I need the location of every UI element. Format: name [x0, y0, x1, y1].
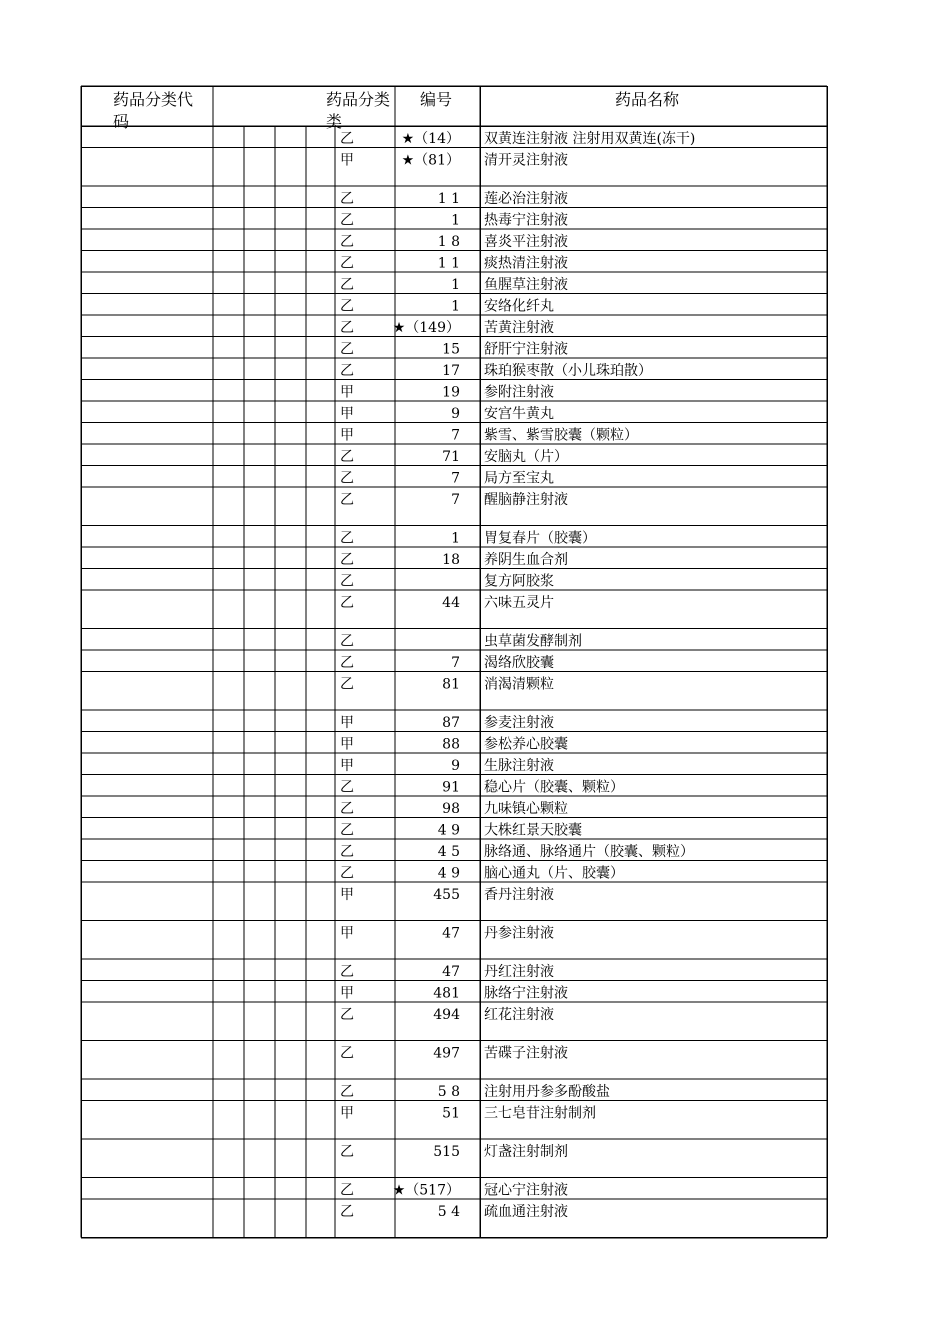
- row-number: ★（81）: [401, 152, 460, 169]
- row-grade: 乙: [340, 1007, 354, 1023]
- row-drug-name: 醒脑静注射液: [484, 492, 568, 508]
- row-drug-name: 消渴清颗粒: [484, 676, 554, 693]
- row-number: ★（14）: [401, 131, 460, 147]
- row-drug-name: 局方至宝丸: [484, 470, 554, 487]
- table-row: [340, 925, 554, 942]
- table-row: [340, 130, 695, 147]
- row-drug-name: 疏血通注射液: [484, 1204, 568, 1220]
- row-drug-name: 稳心片（胶囊、颗粒）: [484, 779, 624, 796]
- row-number: 47: [442, 964, 460, 980]
- row-grade: 乙: [340, 801, 354, 817]
- row-number: 4 5: [437, 844, 460, 860]
- row-number: 88: [442, 736, 460, 753]
- table-row: [340, 362, 652, 379]
- row-drug-name: 香丹注射液: [484, 887, 554, 903]
- table-row: [340, 654, 554, 671]
- row-drug-name: 红花注射液: [484, 1007, 554, 1023]
- row-grade: 甲: [340, 406, 354, 422]
- row-drug-name: 莲必治注射液: [484, 191, 568, 207]
- row-number: 9: [451, 406, 460, 422]
- row-grade: 甲: [340, 427, 354, 444]
- row-number: 7: [451, 427, 460, 444]
- table-row: [340, 405, 554, 422]
- row-drug-name: 舒肝宁注射液: [484, 341, 568, 358]
- table-row: [340, 190, 568, 207]
- row-number: 7: [451, 492, 460, 508]
- row-grade: 乙: [340, 822, 354, 839]
- row-number: 1: [451, 277, 460, 293]
- row-number: 481: [433, 985, 460, 1002]
- table-row: [340, 714, 554, 731]
- table-row: [340, 530, 596, 547]
- row-grade: 甲: [340, 985, 354, 1002]
- row-drug-name: 珠珀猴枣散（小儿珠珀散）: [484, 363, 652, 379]
- table-row: [340, 963, 554, 980]
- row-number: 17: [442, 363, 460, 379]
- table-row: [340, 233, 568, 250]
- row-grade: 甲: [340, 758, 354, 774]
- row-drug-name: 热毒宁注射液: [484, 212, 568, 229]
- table-row: [340, 427, 638, 444]
- row-number: 4 9: [437, 822, 460, 839]
- table-header: [113, 90, 680, 131]
- row-drug-name: 喜炎平注射液: [484, 234, 568, 250]
- table-row: [340, 1006, 554, 1023]
- row-grade: 乙: [340, 191, 354, 207]
- row-number: 87: [442, 715, 460, 731]
- row-drug-name: 痰热清注射液: [484, 255, 568, 272]
- table-row: [340, 985, 568, 1002]
- row-number: 497: [433, 1045, 460, 1062]
- table-row: [340, 319, 554, 336]
- row-drug-name: 脑心通丸（片、胶囊）: [484, 865, 624, 882]
- row-number: 455: [433, 887, 460, 903]
- row-grade: 乙: [340, 341, 354, 358]
- row-number: 1 1: [437, 191, 460, 207]
- row-grade: 乙: [340, 131, 354, 147]
- table-row: [340, 757, 554, 774]
- table-row: [340, 255, 568, 272]
- row-number: 47: [442, 925, 460, 942]
- row-drug-name: 虫草菌发酵制剂: [484, 633, 582, 650]
- row-number: 5 4: [437, 1204, 460, 1220]
- row-drug-name: 安脑丸（片）: [484, 449, 568, 465]
- row-drug-name: 丹红注射液: [484, 964, 554, 980]
- table-row: [340, 448, 568, 465]
- table-row: [340, 822, 582, 839]
- header-code-line2: 码: [113, 112, 130, 131]
- row-drug-name: 胃复春片（胶囊）: [484, 530, 596, 547]
- row-grade: 乙: [340, 234, 354, 250]
- row-drug-name: 参麦注射液: [484, 715, 554, 731]
- header-category-line1: 药品分类: [326, 90, 391, 109]
- row-grade: 乙: [340, 1144, 354, 1160]
- row-number: 81: [442, 676, 460, 693]
- table-row: [340, 800, 568, 817]
- row-drug-name: 丹参注射液: [484, 925, 554, 942]
- row-number: 4 9: [437, 865, 460, 882]
- table-row: [340, 1143, 568, 1160]
- row-number: 494: [433, 1007, 460, 1023]
- row-grade: 乙: [340, 277, 354, 293]
- row-grade: 甲: [340, 715, 354, 731]
- row-drug-name: 大株红景天胶囊: [484, 822, 582, 839]
- row-number: 1 1: [437, 255, 460, 272]
- row-drug-name: 参松养心胶囊: [484, 736, 568, 753]
- row-grade: 乙: [340, 212, 354, 229]
- row-drug-name: 鱼腥草注射液: [484, 277, 568, 293]
- row-number: 18: [442, 552, 460, 568]
- row-grade: 乙: [340, 492, 354, 508]
- table-row: [340, 886, 554, 903]
- table-row: [340, 843, 694, 860]
- table-row: [340, 779, 624, 796]
- table-row: [340, 491, 568, 508]
- row-grade: 乙: [340, 255, 354, 272]
- row-grade: 乙: [340, 779, 354, 796]
- row-drug-name: 脉络宁注射液: [484, 985, 568, 1002]
- row-drug-name: 苦黄注射液: [484, 320, 554, 336]
- row-grade: 乙: [340, 964, 354, 980]
- row-number: 1: [451, 298, 460, 315]
- table-row: [340, 384, 554, 401]
- row-grade: 甲: [340, 736, 354, 753]
- row-drug-name: 灯盏注射制剂: [484, 1144, 568, 1160]
- row-grade: 甲: [340, 1105, 354, 1122]
- row-grade: 乙: [340, 573, 354, 590]
- row-grade: 乙: [340, 363, 354, 379]
- row-grade: 乙: [340, 320, 354, 336]
- row-grade: 甲: [340, 384, 354, 401]
- row-drug-name: 复方阿胶浆: [484, 573, 554, 590]
- header-number: 编号: [420, 90, 453, 109]
- row-grade: 乙: [340, 470, 354, 487]
- row-drug-name: 安络化纤丸: [484, 298, 554, 315]
- row-grade: 甲: [340, 887, 354, 903]
- header-category-line2: 类: [326, 112, 343, 131]
- row-number: 44: [442, 595, 460, 611]
- row-grade: 乙: [340, 530, 354, 547]
- table-row: [340, 1106, 596, 1122]
- row-grade: 乙: [340, 676, 354, 693]
- row-drug-name: 生脉注射液: [484, 758, 554, 774]
- row-drug-name: 安宫牛黄丸: [484, 406, 554, 422]
- table-row: [340, 341, 568, 358]
- row-number: 98: [442, 801, 460, 817]
- row-drug-name: 三七皂苷注射制剂: [484, 1105, 596, 1122]
- table-row: [340, 299, 554, 315]
- row-drug-name: 渴络欣胶囊: [484, 655, 554, 671]
- row-drug-name: 苦碟子注射液: [484, 1045, 568, 1062]
- row-number: 7: [451, 655, 460, 671]
- table-row: [340, 573, 554, 590]
- table-row: [340, 152, 568, 169]
- row-grade: 乙: [340, 1084, 354, 1100]
- row-number: 7: [451, 470, 460, 487]
- table-row: [340, 865, 624, 882]
- table-row: [340, 1203, 568, 1220]
- row-grade: 乙: [340, 865, 354, 882]
- table-row: [340, 1182, 568, 1199]
- row-grade: 乙: [340, 655, 354, 671]
- row-number: 71: [442, 449, 460, 465]
- row-number: 9: [451, 758, 460, 774]
- row-grade: 甲: [340, 925, 354, 942]
- table-row: [340, 676, 554, 693]
- table-row: [340, 633, 582, 650]
- row-grade: 甲: [340, 152, 354, 169]
- row-number: 1: [451, 530, 460, 547]
- row-number: 515: [433, 1144, 460, 1160]
- row-drug-name: 养阴生血合剂: [484, 552, 568, 568]
- row-grade: 乙: [340, 1045, 354, 1062]
- table-row: [340, 1083, 610, 1100]
- table-row: [340, 1045, 568, 1062]
- table-row: [340, 551, 568, 568]
- row-drug-name: 六味五灵片: [484, 595, 554, 611]
- row-number: 19: [442, 384, 460, 401]
- row-drug-name: 清开灵注射液: [484, 152, 568, 169]
- row-drug-name: 双黄连注射液 注射用双黄连(冻干): [484, 131, 696, 147]
- row-drug-name: 参附注射液: [484, 384, 554, 401]
- row-grade: 乙: [340, 449, 354, 465]
- table-row: [340, 736, 568, 753]
- table-row: [340, 471, 554, 487]
- row-number: ★（149）: [392, 320, 460, 336]
- row-drug-name: 冠心宁注射液: [484, 1182, 568, 1199]
- table-row: [340, 276, 568, 293]
- row-number: 51: [442, 1105, 460, 1122]
- row-grade: 乙: [340, 1182, 354, 1199]
- row-grade: 乙: [340, 595, 354, 611]
- row-number: ★（517）: [392, 1182, 460, 1199]
- row-number: 1 8: [437, 234, 460, 250]
- row-number: 91: [442, 779, 460, 796]
- row-number: 5 8: [437, 1084, 460, 1100]
- row-grade: 乙: [340, 844, 354, 860]
- row-drug-name: 脉络通、脉络通片（胶囊、颗粒）: [484, 844, 694, 860]
- row-number: 1: [451, 212, 460, 229]
- header-code-line1: 药品分类代: [113, 90, 194, 109]
- row-drug-name: 紫雪、紫雪胶囊（颗粒）: [484, 427, 638, 444]
- header-name: 药品名称: [615, 90, 680, 109]
- row-grade: 乙: [340, 552, 354, 568]
- table-row: [340, 594, 554, 611]
- row-grade: 乙: [340, 298, 354, 315]
- row-number: 15: [442, 341, 460, 358]
- row-drug-name: 注射用丹参多酚酸盐: [484, 1084, 610, 1100]
- row-drug-name: 九味镇心颗粒: [484, 801, 568, 817]
- table-row: [340, 212, 568, 229]
- row-grade: 乙: [340, 633, 354, 650]
- row-grade: 乙: [340, 1204, 354, 1220]
